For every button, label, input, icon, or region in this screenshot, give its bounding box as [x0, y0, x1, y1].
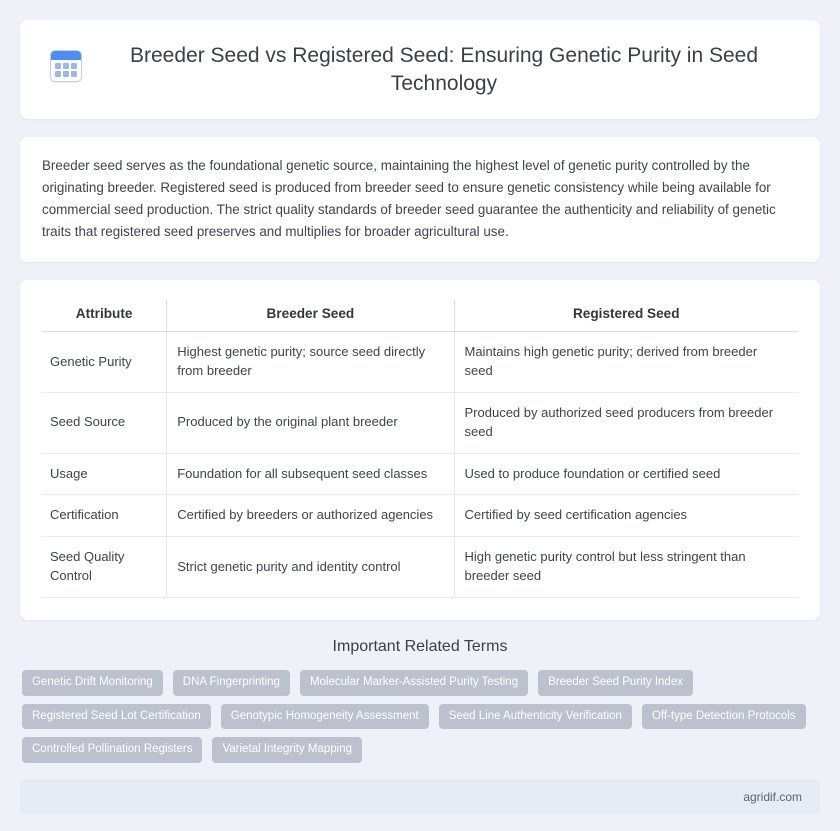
table-header-row [42, 300, 798, 332]
footer-bar [20, 779, 820, 815]
column-header-registered-seed: Registered Seed [454, 300, 798, 332]
term-chip[interactable]: Off-type Detection Protocols [642, 704, 806, 730]
comparison-table-card [20, 280, 820, 620]
header-inner [50, 42, 790, 97]
calendar-icon-top [51, 51, 81, 60]
table-row [42, 453, 798, 495]
column-header-attribute: Attribute [42, 300, 167, 332]
table-header [42, 300, 798, 332]
term-chip[interactable]: Genetic Drift Monitoring [22, 670, 163, 696]
summary-card [20, 137, 820, 262]
term-chip[interactable]: Varietal Integrity Mapping [212, 737, 362, 763]
cell-registered-seed: Used to produce foundation or certified seed [454, 453, 798, 495]
term-chip[interactable]: Registered Seed Lot Certification [22, 704, 211, 730]
cell-registered-seed: High genetic purity control but less stringent than breeder seed [454, 537, 798, 598]
term-chip[interactable]: DNA Fingerprinting [173, 670, 290, 696]
cell-attribute: Seed Source [42, 392, 167, 453]
summary-text: Breeder seed serves as the foundational genetic source, maintaining the highest level of genetic purity controlled by the originating breeder. Registered seed is produced from breeder seed to ensure genetic consistency while being available for commercial seed production. The strict quality standards of breeder seed guarantee the authenticity and reliability of genetic traits that registered seed preserves and multiplies for broader agricultural use. [42, 158, 776, 239]
column-header-breeder-seed: Breeder Seed [167, 300, 454, 332]
cell-attribute: Certification [42, 495, 167, 537]
cell-breeder-seed: Strict genetic purity and identity control [167, 537, 454, 598]
cell-breeder-seed: Highest genetic purity; source seed directly from breeder [167, 332, 454, 393]
table-row [42, 537, 798, 598]
cell-registered-seed: Maintains high genetic purity; derived from breeder seed [454, 332, 798, 393]
cell-breeder-seed: Foundation for all subsequent seed classes [167, 453, 454, 495]
related-terms-section [20, 638, 820, 763]
related-terms-title: Important Related Terms [332, 638, 508, 655]
table-body [42, 332, 798, 598]
comparison-table [42, 300, 798, 598]
table-row [42, 495, 798, 537]
term-chip[interactable]: Molecular Marker-Assisted Purity Testing [300, 670, 528, 696]
calendar-icon-grid [55, 63, 77, 77]
table-row [42, 392, 798, 453]
term-chip[interactable]: Breeder Seed Purity Index [538, 670, 693, 696]
term-chip[interactable]: Seed Line Authenticity Verification [439, 704, 632, 730]
cell-registered-seed: Certified by seed certification agencies [454, 495, 798, 537]
cell-breeder-seed: Certified by breeders or authorized agencies [167, 495, 454, 537]
cell-attribute: Usage [42, 453, 167, 495]
calendar-icon [50, 50, 82, 82]
cell-breeder-seed: Produced by the original plant breeder [167, 392, 454, 453]
footer-site-name: agridif.com [743, 789, 802, 804]
header-card [20, 20, 820, 119]
related-terms-list [20, 670, 820, 763]
cell-registered-seed: Produced by authorized seed producers from breeder seed [454, 392, 798, 453]
table-row [42, 332, 798, 393]
term-chip[interactable]: Genotypic Homogeneity Assessment [221, 704, 429, 730]
term-chip[interactable]: Controlled Pollination Registers [22, 737, 202, 763]
page-title: Breeder Seed vs Registered Seed: Ensuring Genetic Purity in Seed Technology [129, 44, 759, 95]
cell-attribute: Genetic Purity [42, 332, 167, 393]
cell-attribute: Seed Quality Control [42, 537, 167, 598]
